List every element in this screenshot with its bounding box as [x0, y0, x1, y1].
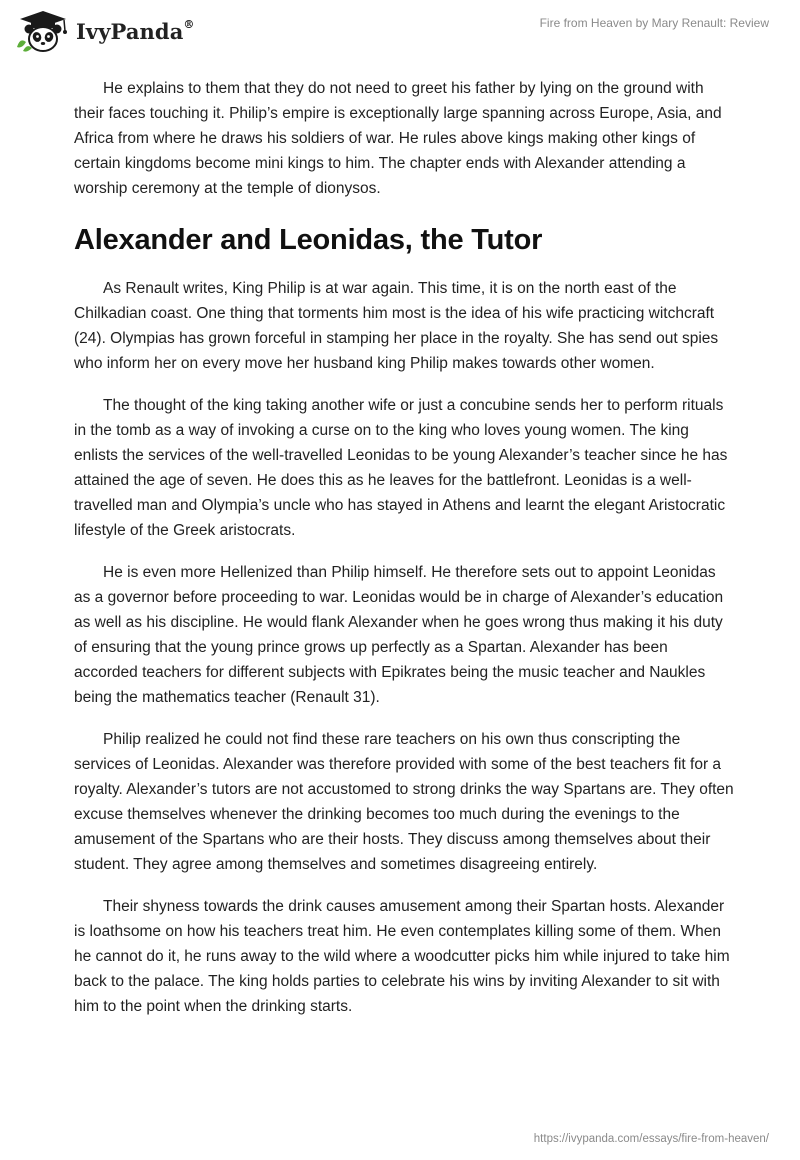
body-paragraph: Philip realized he could not find these rare teachers on his own thus conscripting the services of Leonidas. Alexander was therefore provided with some of the best teachers fit for a royalty. Alexander’s tutors are not accustomed to strong drinks the way Spartans are. They often excuse themselves whenever the drinking becomes too much during the evenings to the amusement of the Spartans who are their hosts. They discuss among themselves about their student. They agree among themselves and sometimes disagreeing entirely.	[74, 731, 734, 873]
body-paragraph: He is even more Hellenized than Philip himself. He therefore sets out to appoint Leonidas as a governor before proceeding to war. Leonidas would be in charge of Alexander’s education as well as his discipline. He would flank Alexander when he goes wrong thus making it his duty of ensuring that the young prince grows up perfectly as a Spartan. Alexander has been accorded teachers for different subjects with Epikrates being the music teacher and Naukles being the mathematics teacher (Renault 31).	[74, 564, 724, 706]
brand-name: IvyPanda®	[76, 17, 195, 44]
body-paragraph: The thought of the king taking another wife or just a concubine sends her to perform rituals in the tomb as a way of invoking a curse on to the king who loves young women. The king enlists the services of the well-travelled Leonidas to be young Alexander’s teacher since he has attained the age of seven. He does this as he leaves for the battlefront. Leonidas is a well-travelled man and Olympia’s uncle who has stayed in Athens and learnt the elegant Aristocratic lifestyle of the Greek aristocrats.	[74, 397, 728, 539]
article-body	[74, 76, 734, 1036]
page-header	[0, 0, 800, 60]
body-paragraph: As Renault writes, King Philip is at war again. This time, it is on the north east of the Chilkadian coast. One thing that torments him most is the idea of his wife practicing witchcraft (24). Olympias has grown forceful in stamping her place in the royalty. She has send out spies who inform her on every move her husband king Philip makes towards other women.	[74, 280, 719, 372]
source-url[interactable]: https://ivypanda.com/essays/fire-from-heaven/	[533, 1133, 769, 1145]
intro-paragraph: He explains to them that they do not need to greet his father by lying on the ground with their faces touching it. Philip’s empire is exceptionally large spanning across Europe, Asia, and Africa from where he draws his soldiers of war. He rules above kings making other kings of certain kingdoms become mini kings to him. The chapter ends with Alexander attending a worship ceremony at the temple of dionysos.	[74, 80, 722, 197]
section-heading: Alexander and Leonidas, the Tutor	[74, 224, 543, 256]
body-paragraph: Their shyness towards the drink causes amusement among their Spartan hosts. Alexander is loathsome on how his teachers treat him. He even contemplates killing some of them. When he cannot do it, he runs away to the wild where a woodcutter picks him while injured to take him back to the palace. The king holds parties to celebrate his wins by inviting Alexander to sit with him to the point when the drinking starts.	[74, 898, 730, 1015]
brand-logo[interactable]	[14, 9, 195, 53]
document-title: Fire from Heaven by Mary Renault: Review	[539, 16, 769, 30]
panda-graduate-icon	[14, 9, 72, 53]
